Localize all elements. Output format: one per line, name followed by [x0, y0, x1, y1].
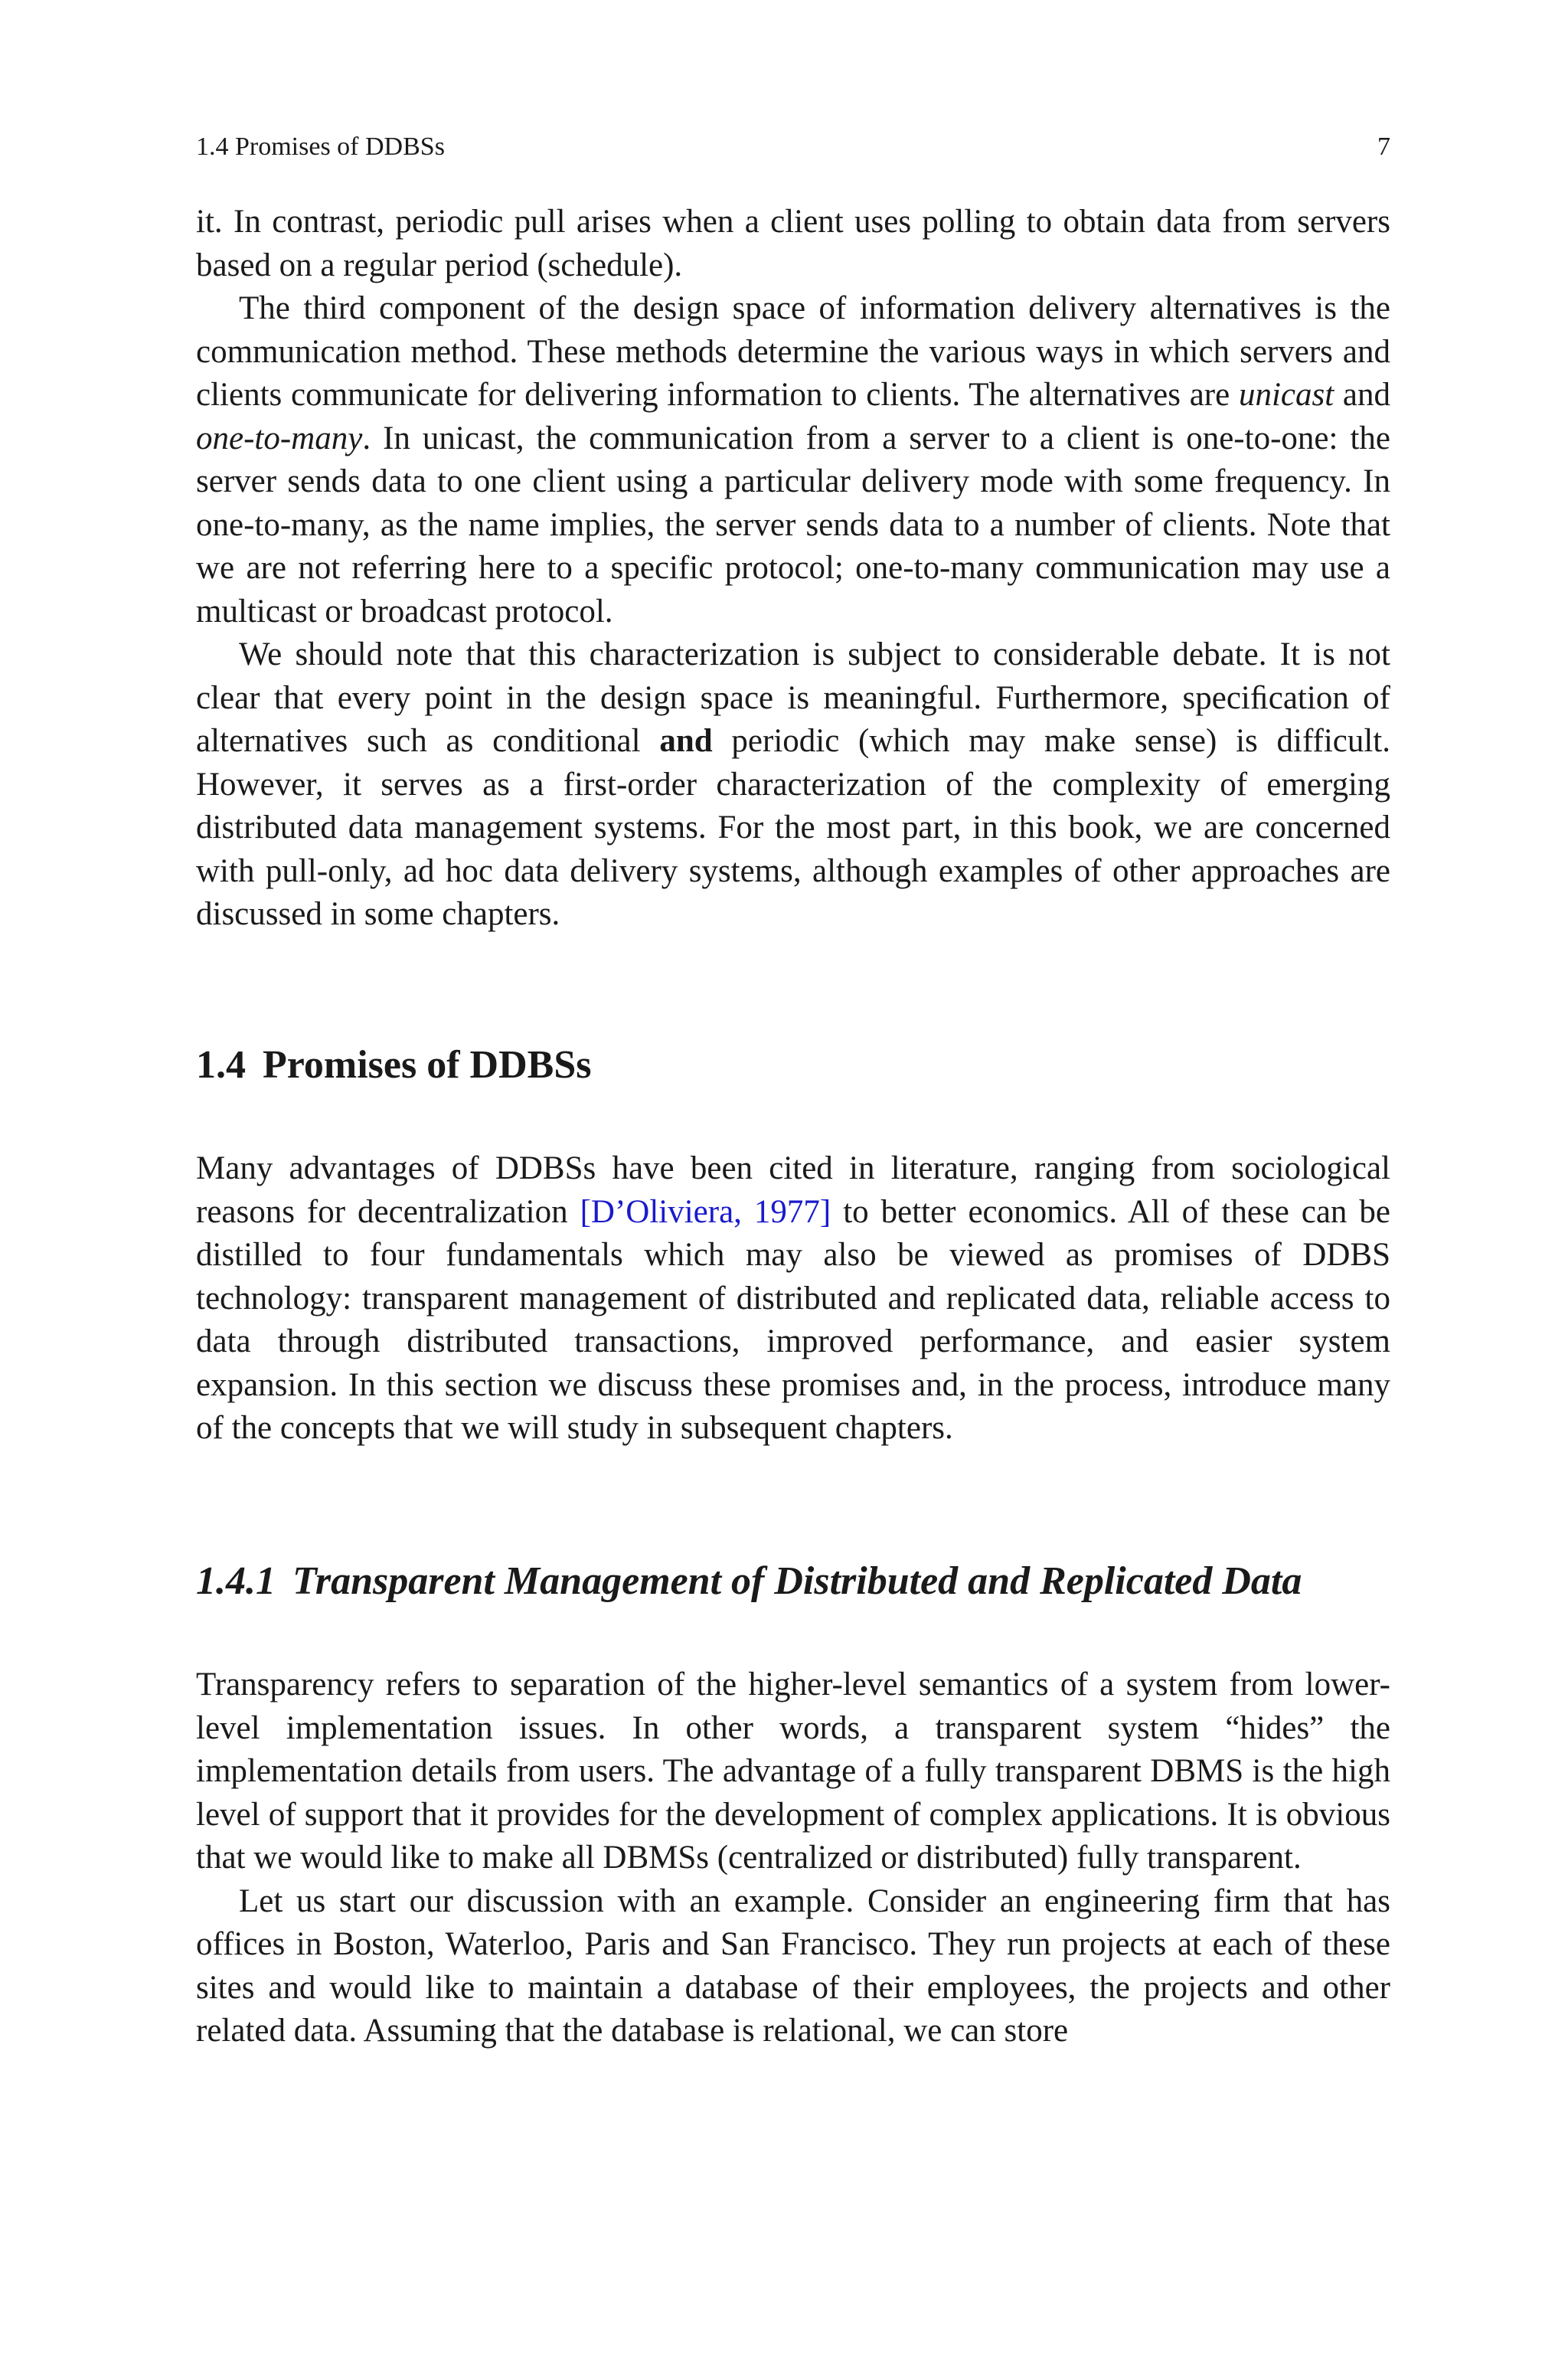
section-title: Promises of DDBSs: [263, 1043, 592, 1087]
paragraph: [196, 1147, 1390, 1451]
paragraph: [196, 287, 1390, 633]
section-number: 1.4: [196, 1043, 246, 1087]
paragraph-text: . In unicast, the communication from a server to a client is one-to-one: the server sends data to one client using a particular delivery mode with some frequency. In one-to-many, as the name implies, the server sends data to a number of clients. Note that we are not referring here to a specific protocol; one-to-many communication may use a multicast or broadcast protocol.: [196, 420, 1390, 630]
term-one-to-many: one-to-many: [196, 420, 363, 456]
paragraph-text: periodic (which may make sense) is difficult. However, it serves as a first-order characterization of the complexity of emerging distributed data management systems. For the most part, in this book, we are concerned with pull-only, ad hoc data delivery systems, although examples of other approaches are discussed in some chapters.: [196, 723, 1391, 932]
text-block-transparency: [196, 1663, 1390, 2053]
subsection-heading: [196, 1555, 1421, 1608]
paragraph-text: Transparency refers to separation of the higher-level semantics of a system from lower-level implementation issues. In other words, a transparent system “hides” the implementation details from users. The advantage of a fully transparent DBMS is the high level of support that it provides for the development of complex applications. It is obvious that we would like to make all DBMSs (centralized or distributed) fully transparent.: [196, 1667, 1390, 1876]
paragraph-text: Many advantages of DDBSs have been cited in literature, ranging from sociological reasons for decentralization: [196, 1150, 1390, 1230]
paragraph-text: Let us start our discussion with an example. Consider an engineering firm that has offices in Boston, Waterloo, Paris and San Francisco. They run projects at each of these sites and would like to maintain a database of their employees, the projects and other related data. Assuming that the database is relational, we can store: [196, 1882, 1390, 2049]
paragraph: [196, 1880, 1390, 2053]
text-block-promises: [196, 1147, 1390, 1451]
citation-link[interactable]: [D’Oliviera, 1977]: [580, 1193, 831, 1230]
subsection-title: Transparent Management of Distributed and Replicated Data: [292, 1559, 1302, 1603]
paragraph-text: The third component of the design space of information delivery alternatives is the communication method. These methods determine the various ways in which servers and clients communicate for delivering information to clients. The alternatives are: [196, 290, 1390, 413]
paragraph-text: and: [1334, 377, 1390, 413]
paragraph: [196, 1663, 1390, 1880]
paragraph-text: it. In contrast, periodic pull arises when a client uses polling to obtain data from servers based on a regular period (schedule).: [196, 204, 1390, 283]
section-heading: [196, 1039, 1390, 1092]
running-header: [196, 129, 1390, 165]
paragraph: [196, 633, 1390, 937]
subsection-number: 1.4.1: [196, 1559, 276, 1603]
paragraph: [196, 201, 1390, 287]
text-block-intro: [196, 201, 1390, 937]
paragraph-text: to better economics. All of these can be distilled to four fundamentals which may also be viewed as promises of DDBS technology: transparent management of distributed and replicated data, reliable access to data through distributed transactions, improved performance, and easier system expansion. In this section we discuss these promises and, in the process, introduce many of the concepts that we will study in subsequent chapters.: [196, 1193, 1390, 1446]
page-number: 7: [1377, 132, 1390, 161]
running-title: 1.4 Promises of DDBSs: [196, 132, 445, 161]
term-unicast: unicast: [1238, 377, 1334, 413]
bold-and: and: [659, 723, 713, 759]
paragraph-text: We should note that this characterization is subject to considerable debate. It is not clear that every point in the design space is meaningful. Furthermore, speciﬁcation of alternatives such as conditional: [196, 636, 1390, 759]
